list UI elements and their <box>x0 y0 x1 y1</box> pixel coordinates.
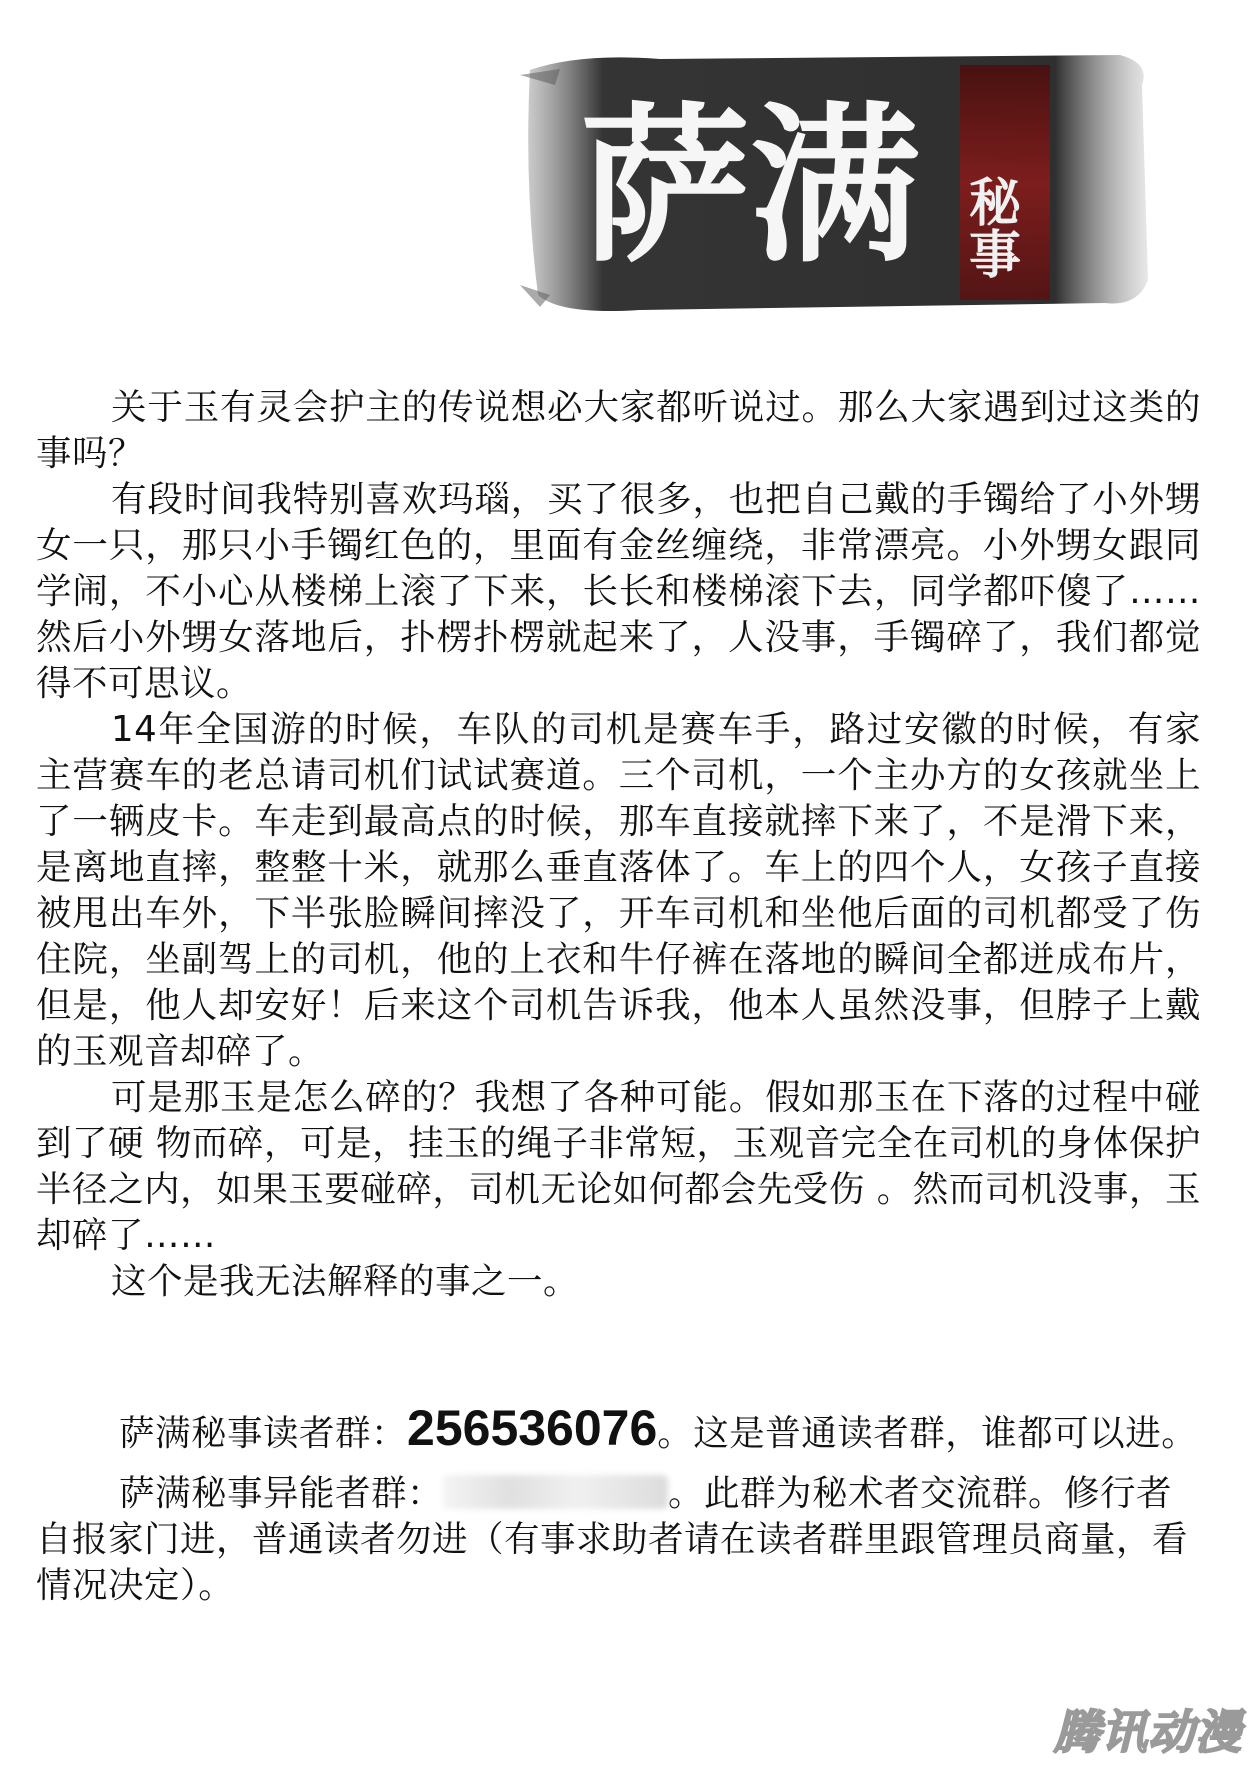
paragraph: 可是那玉是怎么碎的？我想了各种可能。假如那玉在下落的过程中碰到了硬 物而碎，可是，挂玉的绳子非常短，玉观音完全在司机的身体保护半径之内，如果玉要碰碎，司机无论如何都会先受伤 。然而司机没事，玉却碎了…… <box>36 1077 1201 1256</box>
redacted-number <box>443 1475 668 1509</box>
article-body <box>36 385 1201 1305</box>
logo-banner <box>520 45 1160 335</box>
logo-subtitle: 秘事 <box>959 175 1021 279</box>
paragraph: 这个是我无法解释的事之一。 <box>111 1261 580 1302</box>
ability-group-line <box>36 1471 1201 1609</box>
watermark-logo: 腾讯动漫 <box>1054 1705 1242 1759</box>
group-info <box>36 1400 1201 1623</box>
logo-title: 萨满 <box>580 86 921 286</box>
paragraph: 14年全国游的时候，车队的司机是赛车手，路过安徽的时候，有家主营赛车的老总请司机们试试赛道。三个司机，一个主办方的女孩就坐上了一辆皮卡。车走到最高点的时候，那车直接就摔下来了，不是滑下来，是离地直摔，整整十米，就那么垂直落体了。车上的四个人，女孩子直接被甩出车外，下半张脸瞬间摔没了，开车司机和坐他后面的司机都受了伤住院，坐副驾上的司机，他的上衣和牛仔裤在落地的瞬间全都迸成布片，但是，他人却安好！后来这个司机告诉我，他本人虽然没事，但脖子上戴的玉观音却碎了。 <box>36 709 1201 1072</box>
paragraph: 有段时间我特别喜欢玛瑙，买了很多，也把自己戴的手镯给了小外甥女一只，那只小手镯红色的，里面有金丝缠绕，非常漂亮。小外甥女跟同学闹，不小心从楼梯上滚了下来，长长和楼梯滚下去，同学都吓傻了……然后小外甥女落地后，扑楞扑楞就起来了，人没事，手镯碎了，我们都觉得不可思议。 <box>36 479 1201 704</box>
reader-group-line <box>36 1400 1201 1457</box>
ink-brush-logo <box>520 45 1160 335</box>
reader-group-note: 。这是普通读者群，谁都可以进。 <box>657 1413 1198 1454</box>
paragraph: 关于玉有灵会护主的传说想必大家都听说过。那么大家遇到过这类的事吗？ <box>36 387 1201 474</box>
ability-group-label: 萨满秘事异能者群： <box>119 1473 444 1514</box>
reader-group-number: 256536076 <box>407 1400 658 1456</box>
ability-group-note: 。此群为秘术者交流群。修行者自报家门进，普通读者勿进（有事求助者请在读者群里跟管理员商量，看情况决定）。 <box>36 1473 1189 1606</box>
reader-group-label: 萨满秘事读者群： <box>119 1413 408 1454</box>
